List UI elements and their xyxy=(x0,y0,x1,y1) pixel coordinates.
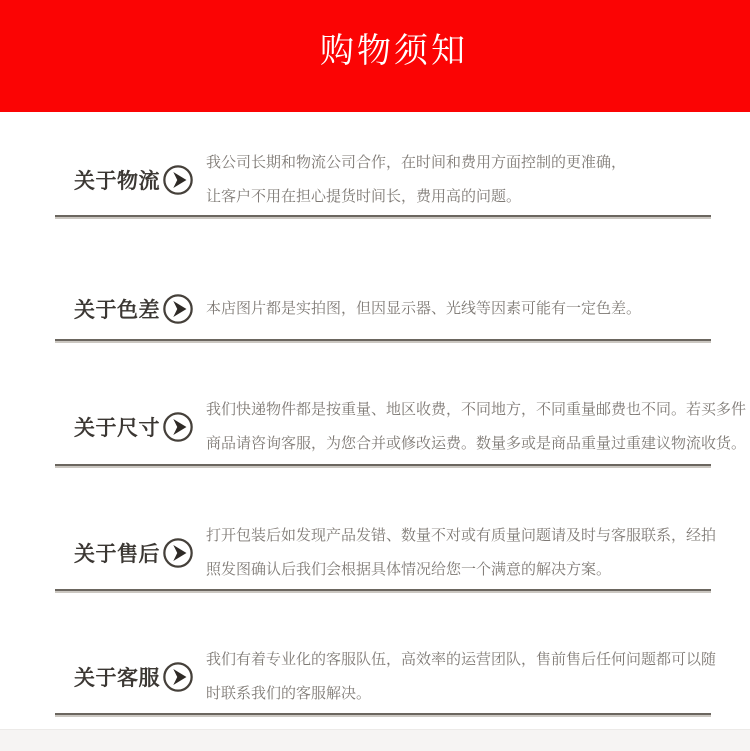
section-divider xyxy=(55,713,711,717)
notice-section-service xyxy=(0,643,750,711)
text-line: 我们快递物件都是按重量、地区收费，不同地方，不同重量邮费也不同。若买多件 xyxy=(206,401,747,418)
section-text xyxy=(206,146,626,214)
bottom-strip xyxy=(0,729,750,751)
section-divider xyxy=(55,464,711,468)
page-title: 购物须知 xyxy=(320,32,468,70)
play-circle-icon xyxy=(162,411,194,443)
text-line: 打开包装后如发现产品发错、数量不对或有质量问题请及时与客服联系，经拍 xyxy=(206,527,717,544)
notice-section-logistics xyxy=(0,146,750,214)
section-divider xyxy=(55,339,711,343)
section-text xyxy=(206,292,641,326)
text-line: 我们有着专业化的客服队伍，高效率的运营团队，售前售后任何问题都可以随 xyxy=(206,651,717,668)
play-circle-icon xyxy=(162,537,194,569)
notice-section-size xyxy=(0,393,750,461)
text-line: 让客户不用在担心提货时间长，费用高的问题。 xyxy=(206,188,522,205)
notice-section-color xyxy=(0,292,750,326)
text-line: 照发图确认后我们会根据具体情况给您一个满意的解决方案。 xyxy=(206,561,612,578)
text-line: 时联系我们的客服解决。 xyxy=(206,685,372,702)
text-line: 我公司长期和物流公司合作，在时间和费用方面控制的更准确， xyxy=(206,154,627,171)
header-banner xyxy=(0,0,750,112)
section-text xyxy=(206,643,716,711)
section-label: 关于售后 xyxy=(74,543,160,566)
section-label: 关于客服 xyxy=(74,667,160,690)
text-line: 本店图片都是实拍图，但因显示器、光线等因素可能有一定色差。 xyxy=(206,300,642,317)
play-circle-icon xyxy=(162,164,194,196)
section-label: 关于物流 xyxy=(74,170,160,193)
section-text xyxy=(206,519,716,587)
section-divider xyxy=(55,215,711,219)
section-divider xyxy=(55,589,711,593)
text-line: 商品请咨询客服，为您合并或修改运费。数量多或是商品重量过重建议物流收货。 xyxy=(206,435,747,452)
notice-section-aftersales xyxy=(0,519,750,587)
section-label: 关于尺寸 xyxy=(74,417,160,440)
play-circle-icon xyxy=(162,661,194,693)
section-label: 关于色差 xyxy=(74,299,160,322)
play-circle-icon xyxy=(162,293,194,325)
section-text xyxy=(206,393,746,461)
